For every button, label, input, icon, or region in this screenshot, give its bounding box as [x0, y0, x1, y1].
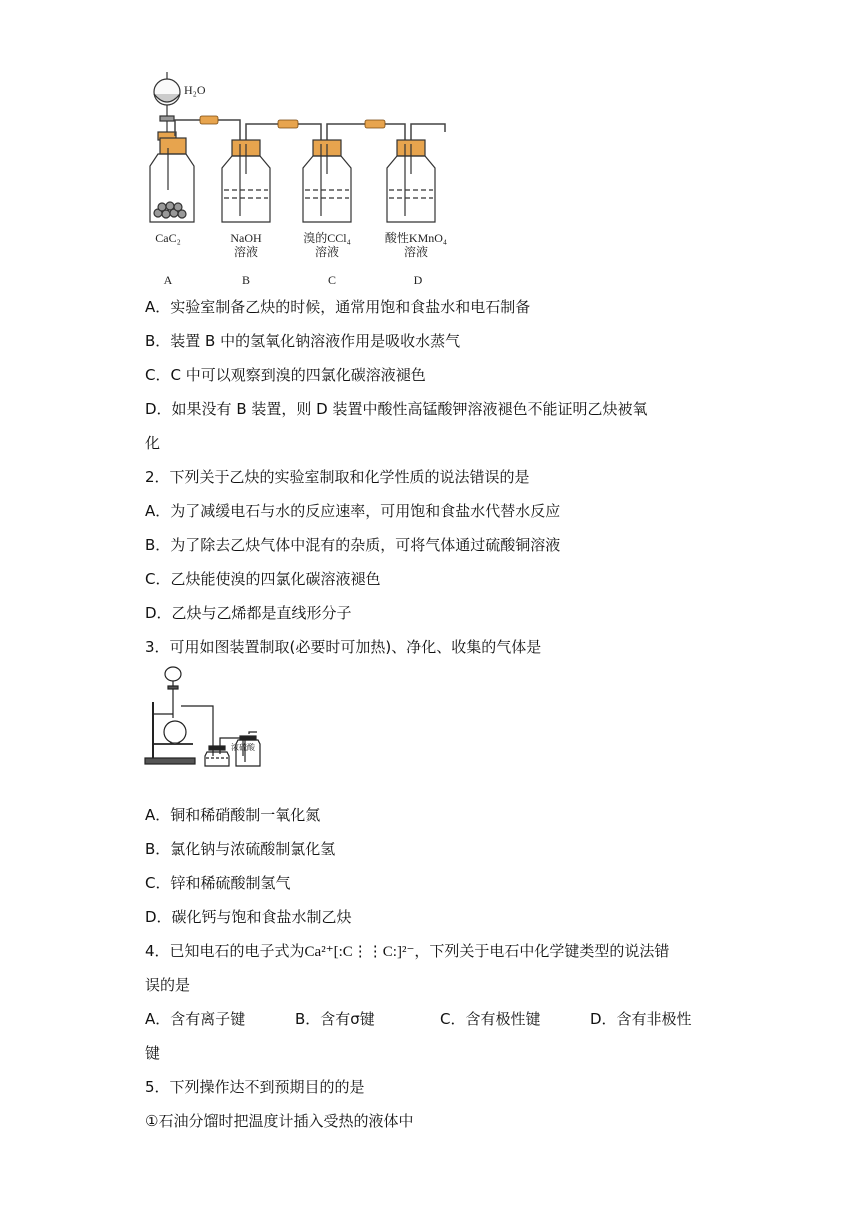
q1-option-d: D．如果没有 B 装置，则 D 装置中酸性高锰酸钾溶液褪色不能证明乙炔被氧 — [145, 400, 648, 418]
q2-option-d: D．乙炔与乙烯都是直线形分子 — [145, 604, 352, 622]
q4-stem-post: ，下列关于电石中化学键类型的说法错 — [414, 942, 670, 960]
bottle-c-content: 溴的CCl₄ — [303, 231, 351, 245]
bottle-a-letter: A — [163, 273, 173, 287]
rubber-joints — [200, 116, 385, 128]
q4-stem — [145, 940, 669, 963]
q2-option-a: A．为了减缓电石与水的反应速率，可用饱和食盐水代替水反应 — [145, 502, 561, 520]
calcium-carbide-formula: Ca²⁺[:C⋮⋮C:]²⁻ — [304, 944, 415, 960]
q1-option-b: B．装置 B 中的氢氧化钠溶液作用是吸收水蒸气 — [145, 332, 461, 350]
q5-item-1: ①石油分馏时把温度计插入受热的液体中 — [145, 1112, 414, 1130]
q5-stem: 5．下列操作达不到预期目的的是 — [145, 1078, 365, 1096]
q3-stem: 3．可用如图装置制取(必要时可加热)、净化、收集的气体是 — [145, 638, 542, 656]
apparatus-figure-1 — [140, 70, 460, 290]
bottle-b-content: NaOH — [230, 231, 262, 245]
q2-stem: 2．下列关于乙炔的实验室制取和化学性质的说法错误的是 — [145, 468, 530, 486]
q1-option-a: A．实验室制备乙炔的时候，通常用饱和食盐水和电石制备 — [145, 298, 531, 316]
q4-option-d: D．含有非极性 — [590, 1010, 692, 1028]
apparatus-figure-3 — [143, 662, 278, 768]
bottle-c-sub: 溶液 — [314, 245, 340, 259]
bottle-c — [303, 140, 351, 222]
q1-option-d-wrap: 化 — [145, 434, 161, 452]
bottle-d-content: 酸性KMnO₄ — [384, 231, 448, 245]
q3-option-c: C．锌和稀硫酸制氢气 — [145, 874, 291, 892]
bottle-d — [387, 140, 435, 222]
q4-option-b: B．含有σ键 — [295, 1010, 375, 1028]
q3-option-b: B．氯化钠与浓硫酸制氯化氢 — [145, 840, 336, 858]
bottle-a — [150, 138, 194, 222]
dropping-funnel — [154, 72, 180, 148]
q1-option-c: C．C 中可以观察到溴的四氯化碳溶液褪色 — [145, 366, 426, 384]
q3-option-a: A．铜和稀硝酸制一氧化氮 — [145, 806, 321, 824]
bottle-d-sub: 溶液 — [403, 245, 429, 259]
q4-stem-line2: 误的是 — [145, 976, 191, 994]
bottle-b-letter: B — [241, 273, 251, 287]
bottle-b-sub: 溶液 — [233, 245, 259, 259]
conc-sulfuric-acid-label: 浓硫酸 — [231, 743, 255, 752]
q4-option-c: C．含有极性键 — [440, 1010, 541, 1028]
q4-stem-pre: 4．已知电石的电子式为 — [145, 942, 305, 960]
bottle-d-letter: D — [413, 273, 423, 287]
q2-option-c: C．乙炔能使溴的四氯化碳溶液褪色 — [145, 570, 381, 588]
bottle-b — [222, 140, 270, 222]
bottle-c-letter: C — [327, 273, 337, 287]
q3-option-d: D．碳化钙与饱和食盐水制乙炔 — [145, 908, 352, 926]
water-label: H₂O — [184, 83, 206, 97]
q4-options — [145, 1008, 692, 1030]
q2-option-b: B．为了除去乙炔气体中混有的杂质，可将气体通过硫酸铜溶液 — [145, 536, 561, 554]
q4-option-a: A．含有离子键 — [145, 1010, 246, 1028]
q4-option-d-wrap: 键 — [145, 1044, 161, 1062]
bottle-a-content: CaC₂ — [155, 231, 181, 245]
